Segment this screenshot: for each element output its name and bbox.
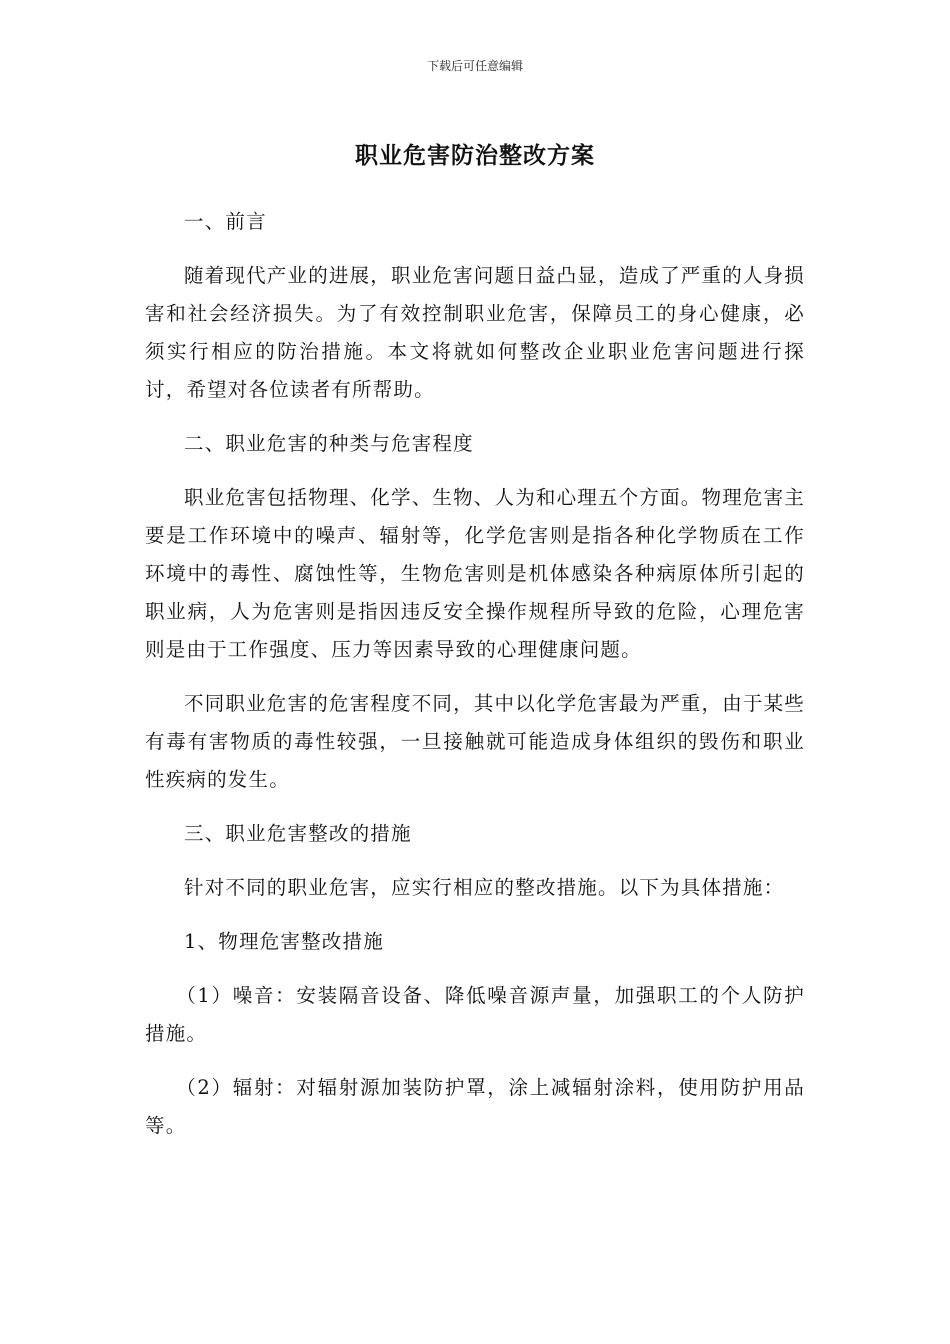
section-heading-types: 二、职业危害的种类与危害程度 xyxy=(184,432,474,455)
section-heading-measures: 三、职业危害整改的措施 xyxy=(184,822,412,845)
subsection-heading-physical: 1、物理危害整改措施 xyxy=(184,930,384,953)
paragraph-measures-intro: 针对不同的职业危害，应实行相应的整改措施。以下为具体措施： xyxy=(184,876,785,899)
document-title: 职业危害防治整改方案 xyxy=(355,143,595,169)
paragraph-intro: 随着现代产业的进展，职业危害问题日益凸显，造成了严重的人身损害和社会经济损失。为了有效控制职业危害，保障员工的身心健康，必须实行相应的防治措施。本文将就如何整改企业职业危害问题进行探讨，希望对各位读者有所帮助。 xyxy=(145,264,806,401)
paragraph-types: 职业危害包括物理、化学、生物、人为和心理五个方面。物理危害主要是工作环境中的噪声、辐射等，化学危害则是指各种化学物质在工作环境中的毒性、腐蚀性等，生物危害则是机体感染各种病原体所引起的职业病，人为危害则是指因违反安全操作规程所导致的危险，心理危害则是由于工作强度、压力等因素导致的心理健康问题。 xyxy=(145,486,806,661)
document-body xyxy=(145,203,805,1161)
page-header: 下载后可任意编辑 xyxy=(426,59,523,73)
list-item-radiation: （2）辐射：对辐射源加装防护罩，涂上减辐射涂料，使用防护用品等。 xyxy=(145,1076,805,1137)
section-heading-preface: 一、前言 xyxy=(184,210,267,233)
paragraph-severity: 不同职业危害的危害程度不同，其中以化学危害最为严重，由于某些有毒有害物质的毒性较强，一旦接触就可能造成身体组织的毁伤和职业性疾病的发生。 xyxy=(145,692,806,791)
list-item-noise: （1）噪音：安装隔音设备、降低噪音源声量，加强职工的个人防护措施。 xyxy=(145,984,805,1045)
